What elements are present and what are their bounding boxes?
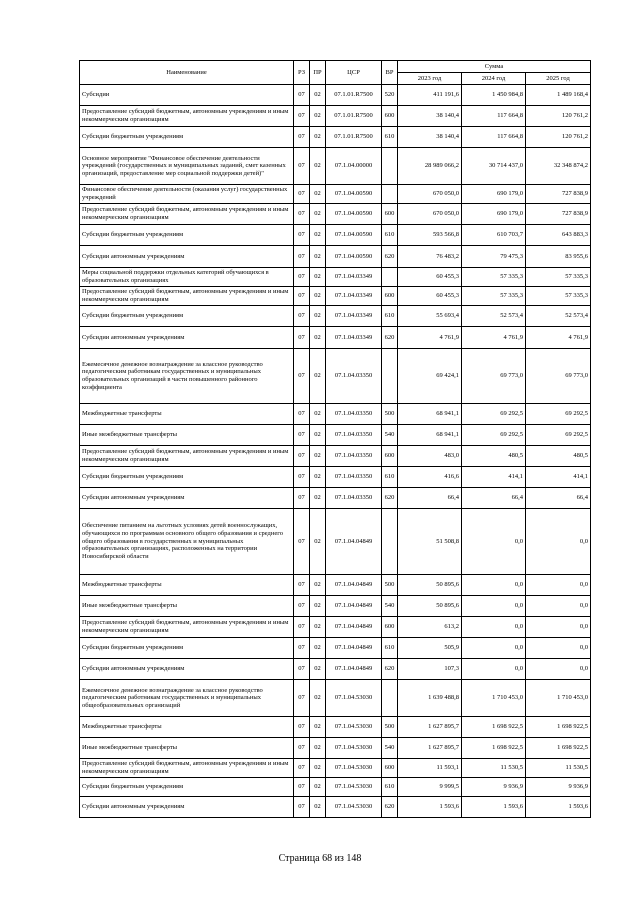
row-rz: 07 (294, 575, 310, 596)
row-sum-2023: 50 895,6 (398, 596, 462, 617)
row-name: Межбюджетные трансферты (80, 575, 294, 596)
row-sum-2025: 69 292,5 (526, 425, 591, 446)
table-row (80, 404, 591, 425)
row-pr: 02 (310, 509, 326, 575)
row-sum-2024: 69 773,0 (462, 349, 526, 404)
row-sum-2025: 0,0 (526, 575, 591, 596)
row-rz: 07 (294, 446, 310, 467)
row-sum-2023: 38 140,4 (398, 106, 462, 127)
row-pr: 02 (310, 596, 326, 617)
row-rz: 07 (294, 185, 310, 204)
row-sum-2025: 414,1 (526, 467, 591, 488)
table-row (80, 327, 591, 349)
row-sum-2025: 643 883,3 (526, 225, 591, 246)
row-name: Обеспечение питанием на льготных условиях детей военнослужащих, обучающихся по программам основного общего образования и среднего общего образования в государственных и муниципальных образовательных организациях, расположенных на территории Новосибирской области (80, 509, 294, 575)
row-pr: 02 (310, 738, 326, 759)
row-name: Ежемесячное денежное вознаграждение за классное руководство педагогическим работникам государственных и муниципальных общеобразовательных организаций (80, 680, 294, 717)
row-sum-2023: 505,9 (398, 638, 462, 659)
row-sum-2024: 690 179,0 (462, 185, 526, 204)
table-row (80, 680, 591, 717)
row-sum-2025: 66,4 (526, 488, 591, 509)
row-sum-2024: 69 292,5 (462, 404, 526, 425)
page-number: Страница 68 из 148 (278, 853, 362, 864)
row-sum-2025: 0,0 (526, 617, 591, 638)
row-name: Ежемесячное денежное вознаграждение за классное руководство педагогическим работникам государственных и муниципальных образовательных организаций в части повышенного районного коэффициента (80, 349, 294, 404)
row-sum-2024: 9 936,9 (462, 778, 526, 797)
row-csr: 07.1.04.53030 (326, 680, 382, 717)
row-csr: 07.1.01.R7500 (326, 127, 382, 148)
row-sum-2023: 11 593,1 (398, 759, 462, 778)
table-header (80, 61, 591, 85)
row-vr: 610 (382, 306, 398, 327)
row-sum-2023: 50 895,6 (398, 575, 462, 596)
table-row (80, 127, 591, 148)
row-rz: 07 (294, 797, 310, 818)
row-name: Межбюджетные трансферты (80, 404, 294, 425)
row-vr: 600 (382, 617, 398, 638)
row-rz: 07 (294, 327, 310, 349)
row-sum-2023: 613,2 (398, 617, 462, 638)
table-body (80, 85, 591, 818)
row-sum-2023: 593 566,8 (398, 225, 462, 246)
row-name: Финансовое обеспечение деятельности (оказания услуг) государственных учреждений (80, 185, 294, 204)
row-csr: 07.1.04.00590 (326, 246, 382, 268)
row-sum-2023: 107,3 (398, 659, 462, 680)
row-sum-2024: 66,4 (462, 488, 526, 509)
row-name: Субсидии автономным учреждениям (80, 488, 294, 509)
row-sum-2025: 1 698 922,5 (526, 717, 591, 738)
row-vr: 600 (382, 106, 398, 127)
row-pr: 02 (310, 425, 326, 446)
row-sum-2025: 727 838,9 (526, 204, 591, 225)
table-row (80, 659, 591, 680)
row-vr: 610 (382, 127, 398, 148)
row-sum-2024: 117 664,8 (462, 106, 526, 127)
row-rz: 07 (294, 204, 310, 225)
row-sum-2025: 0,0 (526, 638, 591, 659)
row-sum-2025: 11 530,5 (526, 759, 591, 778)
row-pr: 02 (310, 759, 326, 778)
row-pr: 02 (310, 225, 326, 246)
row-pr: 02 (310, 349, 326, 404)
table-row (80, 268, 591, 287)
row-sum-2023: 68 941,1 (398, 425, 462, 446)
row-name: Иные межбюджетные трансферты (80, 425, 294, 446)
row-csr: 07.1.04.04849 (326, 575, 382, 596)
row-csr: 07.1.04.04849 (326, 638, 382, 659)
row-sum-2023: 66,4 (398, 488, 462, 509)
budget-table (79, 60, 591, 818)
row-csr: 07.1.04.53030 (326, 738, 382, 759)
row-sum-2023: 38 140,4 (398, 127, 462, 148)
table-row (80, 596, 591, 617)
table-row (80, 246, 591, 268)
header-vr: ВР (382, 61, 398, 85)
table-row (80, 467, 591, 488)
row-pr: 02 (310, 127, 326, 148)
row-csr: 07.1.01.R7500 (326, 106, 382, 127)
row-sum-2025: 32 348 874,2 (526, 148, 591, 185)
row-csr: 07.1.04.03349 (326, 268, 382, 287)
row-pr: 02 (310, 659, 326, 680)
row-sum-2024: 480,5 (462, 446, 526, 467)
row-sum-2024: 1 698 922,5 (462, 717, 526, 738)
row-rz: 07 (294, 509, 310, 575)
row-rz: 07 (294, 738, 310, 759)
row-rz: 07 (294, 306, 310, 327)
table-row (80, 106, 591, 127)
row-name: Предоставление субсидий бюджетным, автономным учреждениям и иным некоммерческим организациям (80, 106, 294, 127)
row-sum-2024: 0,0 (462, 617, 526, 638)
row-sum-2023: 69 424,1 (398, 349, 462, 404)
row-csr: 07.1.04.53030 (326, 717, 382, 738)
row-vr: 600 (382, 446, 398, 467)
row-vr: 500 (382, 404, 398, 425)
row-sum-2024: 79 475,3 (462, 246, 526, 268)
row-csr: 07.1.04.03349 (326, 327, 382, 349)
row-pr: 02 (310, 204, 326, 225)
row-sum-2024: 1 698 922,5 (462, 738, 526, 759)
row-rz: 07 (294, 488, 310, 509)
row-csr: 07.1.04.53030 (326, 759, 382, 778)
row-csr: 07.1.04.04849 (326, 509, 382, 575)
header-name: Наименование (80, 61, 294, 85)
table-row (80, 778, 591, 797)
row-name: Субсидии автономным учреждениям (80, 327, 294, 349)
row-rz: 07 (294, 717, 310, 738)
row-name: Субсидии (80, 85, 294, 106)
row-vr: 620 (382, 488, 398, 509)
row-sum-2024: 414,1 (462, 467, 526, 488)
table-row (80, 306, 591, 327)
row-name: Субсидии бюджетным учреждениям (80, 778, 294, 797)
row-vr: 540 (382, 596, 398, 617)
row-sum-2023: 1 639 488,8 (398, 680, 462, 717)
row-vr (382, 680, 398, 717)
row-csr: 07.1.04.03350 (326, 467, 382, 488)
row-csr: 07.1.04.53030 (326, 797, 382, 818)
row-sum-2025: 0,0 (526, 596, 591, 617)
row-pr: 02 (310, 404, 326, 425)
row-sum-2025: 1 489 168,4 (526, 85, 591, 106)
table-row (80, 148, 591, 185)
table-row (80, 797, 591, 818)
row-sum-2023: 1 627 895,7 (398, 717, 462, 738)
row-sum-2025: 69 292,5 (526, 404, 591, 425)
row-sum-2023: 483,0 (398, 446, 462, 467)
row-pr: 02 (310, 106, 326, 127)
row-pr: 02 (310, 268, 326, 287)
row-sum-2025: 4 761,9 (526, 327, 591, 349)
row-name: Предоставление субсидий бюджетным, автономным учреждениям и иным некоммерческим организациям (80, 759, 294, 778)
row-sum-2024: 0,0 (462, 638, 526, 659)
row-pr: 02 (310, 575, 326, 596)
row-vr: 540 (382, 425, 398, 446)
row-rz: 07 (294, 425, 310, 446)
table-row (80, 204, 591, 225)
row-csr: 07.1.04.04849 (326, 596, 382, 617)
row-pr: 02 (310, 717, 326, 738)
row-sum-2025: 120 761,2 (526, 106, 591, 127)
row-vr: 500 (382, 717, 398, 738)
row-sum-2025: 0,0 (526, 659, 591, 680)
header-rz: РЗ (294, 61, 310, 85)
row-sum-2025: 83 955,6 (526, 246, 591, 268)
row-rz: 07 (294, 759, 310, 778)
table-row (80, 509, 591, 575)
header-year-2024: 2024 год (462, 73, 526, 85)
row-sum-2024: 610 703,7 (462, 225, 526, 246)
row-vr: 620 (382, 246, 398, 268)
row-rz: 07 (294, 596, 310, 617)
table-row (80, 759, 591, 778)
row-vr: 620 (382, 659, 398, 680)
row-pr: 02 (310, 617, 326, 638)
row-csr: 07.1.04.03350 (326, 488, 382, 509)
row-rz: 07 (294, 404, 310, 425)
row-sum-2023: 670 050,0 (398, 185, 462, 204)
row-csr: 07.1.04.03349 (326, 287, 382, 306)
table-row (80, 488, 591, 509)
row-vr (382, 268, 398, 287)
row-sum-2025: 1 698 922,5 (526, 738, 591, 759)
row-rz: 07 (294, 638, 310, 659)
row-rz: 07 (294, 467, 310, 488)
row-sum-2024: 30 714 437,0 (462, 148, 526, 185)
row-sum-2025: 727 838,9 (526, 185, 591, 204)
row-sum-2023: 55 693,4 (398, 306, 462, 327)
row-sum-2023: 411 191,6 (398, 85, 462, 106)
row-rz: 07 (294, 106, 310, 127)
row-name: Меры социальной поддержки отдельных категорий обучающихся в образовательных организациях (80, 268, 294, 287)
row-vr: 610 (382, 638, 398, 659)
row-vr: 540 (382, 738, 398, 759)
row-sum-2024: 4 761,9 (462, 327, 526, 349)
row-vr: 520 (382, 85, 398, 106)
row-name: Субсидии автономным учреждениям (80, 797, 294, 818)
table-row (80, 185, 591, 204)
table-row (80, 85, 591, 106)
table-row (80, 446, 591, 467)
row-sum-2024: 0,0 (462, 659, 526, 680)
row-vr: 600 (382, 759, 398, 778)
row-rz: 07 (294, 617, 310, 638)
row-csr: 07.1.01.R7500 (326, 85, 382, 106)
row-pr: 02 (310, 797, 326, 818)
row-name: Субсидии бюджетным учреждениям (80, 306, 294, 327)
row-csr: 07.1.04.04849 (326, 617, 382, 638)
row-csr: 07.1.04.03350 (326, 349, 382, 404)
table-row (80, 575, 591, 596)
row-vr: 610 (382, 225, 398, 246)
row-sum-2024: 1 593,6 (462, 797, 526, 818)
table-row (80, 425, 591, 446)
row-csr: 07.1.04.03349 (326, 306, 382, 327)
row-csr: 07.1.04.03350 (326, 446, 382, 467)
row-vr: 610 (382, 778, 398, 797)
row-pr: 02 (310, 246, 326, 268)
row-sum-2025: 69 773,0 (526, 349, 591, 404)
row-name: Иные межбюджетные трансферты (80, 596, 294, 617)
row-pr: 02 (310, 467, 326, 488)
row-sum-2025: 57 335,3 (526, 287, 591, 306)
row-vr (382, 148, 398, 185)
header-csr: ЦСР (326, 61, 382, 85)
row-sum-2025: 1 710 453,0 (526, 680, 591, 717)
row-sum-2023: 1 593,6 (398, 797, 462, 818)
table-row (80, 638, 591, 659)
row-csr: 07.1.04.00590 (326, 204, 382, 225)
row-name: Субсидии автономным учреждениям (80, 659, 294, 680)
header-pr: ПР (310, 61, 326, 85)
row-pr: 02 (310, 638, 326, 659)
row-rz: 07 (294, 778, 310, 797)
row-name: Предоставление субсидий бюджетным, автономным учреждениям и иным некоммерческим организациям (80, 204, 294, 225)
row-pr: 02 (310, 148, 326, 185)
row-name: Субсидии автономным учреждениям (80, 246, 294, 268)
row-sum-2025: 0,0 (526, 509, 591, 575)
row-pr: 02 (310, 306, 326, 327)
row-rz: 07 (294, 127, 310, 148)
row-sum-2025: 9 936,9 (526, 778, 591, 797)
row-sum-2023: 60 455,3 (398, 268, 462, 287)
row-name: Предоставление субсидий бюджетным, автономным учреждениям и иным некоммерческим организациям (80, 446, 294, 467)
row-name: Иные межбюджетные трансферты (80, 738, 294, 759)
row-name: Межбюджетные трансферты (80, 717, 294, 738)
row-pr: 02 (310, 680, 326, 717)
row-rz: 07 (294, 148, 310, 185)
row-sum-2024: 52 573,4 (462, 306, 526, 327)
row-sum-2024: 57 335,3 (462, 287, 526, 306)
row-pr: 02 (310, 287, 326, 306)
row-vr: 600 (382, 204, 398, 225)
row-sum-2023: 416,6 (398, 467, 462, 488)
table-row (80, 349, 591, 404)
row-pr: 02 (310, 778, 326, 797)
row-sum-2024: 1 450 984,8 (462, 85, 526, 106)
row-vr (382, 509, 398, 575)
row-sum-2025: 480,5 (526, 446, 591, 467)
row-name: Основное мероприятие "Финансовое обеспечение деятельности учреждений (государственных и муниципальных заданий, смет казенных организаций, предоставление мер социальной поддержки детей)" (80, 148, 294, 185)
row-csr: 07.1.04.04849 (326, 659, 382, 680)
row-sum-2023: 60 455,3 (398, 287, 462, 306)
row-sum-2023: 9 999,5 (398, 778, 462, 797)
header-sum: Сумма (398, 61, 591, 73)
row-pr: 02 (310, 85, 326, 106)
row-rz: 07 (294, 225, 310, 246)
row-vr: 620 (382, 797, 398, 818)
row-csr: 07.1.04.53030 (326, 778, 382, 797)
header-year-2025: 2025 год (526, 73, 591, 85)
row-sum-2025: 1 593,6 (526, 797, 591, 818)
row-sum-2024: 117 664,8 (462, 127, 526, 148)
row-name: Субсидии бюджетным учреждениям (80, 225, 294, 246)
row-sum-2024: 57 335,3 (462, 268, 526, 287)
row-vr: 620 (382, 327, 398, 349)
row-sum-2024: 69 292,5 (462, 425, 526, 446)
row-vr: 610 (382, 467, 398, 488)
row-csr: 07.1.04.00590 (326, 185, 382, 204)
row-csr: 07.1.04.00590 (326, 225, 382, 246)
row-sum-2023: 68 941,1 (398, 404, 462, 425)
row-sum-2025: 52 573,4 (526, 306, 591, 327)
table-row (80, 738, 591, 759)
row-sum-2025: 57 335,3 (526, 268, 591, 287)
row-vr (382, 185, 398, 204)
row-sum-2023: 76 483,2 (398, 246, 462, 268)
row-csr: 07.1.04.03350 (326, 425, 382, 446)
row-name: Субсидии бюджетным учреждениям (80, 638, 294, 659)
row-csr: 07.1.04.03350 (326, 404, 382, 425)
row-pr: 02 (310, 327, 326, 349)
row-vr (382, 349, 398, 404)
row-sum-2023: 28 989 066,2 (398, 148, 462, 185)
row-sum-2023: 1 627 895,7 (398, 738, 462, 759)
row-sum-2024: 11 530,5 (462, 759, 526, 778)
row-rz: 07 (294, 268, 310, 287)
row-sum-2024: 690 179,0 (462, 204, 526, 225)
row-vr: 600 (382, 287, 398, 306)
row-vr: 500 (382, 575, 398, 596)
row-name: Предоставление субсидий бюджетным, автономным учреждениям и иным некоммерческим организациям (80, 287, 294, 306)
table-row (80, 717, 591, 738)
row-sum-2024: 1 710 453,0 (462, 680, 526, 717)
row-rz: 07 (294, 349, 310, 404)
row-sum-2024: 0,0 (462, 575, 526, 596)
row-csr: 07.1.04.00000 (326, 148, 382, 185)
row-pr: 02 (310, 446, 326, 467)
row-pr: 02 (310, 488, 326, 509)
row-name: Предоставление субсидий бюджетным, автономным учреждениям и иным некоммерческим организациям (80, 617, 294, 638)
table-row (80, 225, 591, 246)
row-sum-2023: 51 508,8 (398, 509, 462, 575)
row-rz: 07 (294, 659, 310, 680)
row-sum-2023: 670 050,0 (398, 204, 462, 225)
row-name: Субсидии бюджетным учреждениям (80, 127, 294, 148)
row-sum-2025: 120 761,2 (526, 127, 591, 148)
header-year-2023: 2023 год (398, 73, 462, 85)
table-row (80, 617, 591, 638)
row-sum-2024: 0,0 (462, 509, 526, 575)
row-rz: 07 (294, 287, 310, 306)
table-row (80, 287, 591, 306)
row-sum-2024: 0,0 (462, 596, 526, 617)
row-rz: 07 (294, 85, 310, 106)
row-sum-2023: 4 761,9 (398, 327, 462, 349)
row-rz: 07 (294, 680, 310, 717)
row-rz: 07 (294, 246, 310, 268)
row-name: Субсидии бюджетным учреждениям (80, 467, 294, 488)
row-pr: 02 (310, 185, 326, 204)
